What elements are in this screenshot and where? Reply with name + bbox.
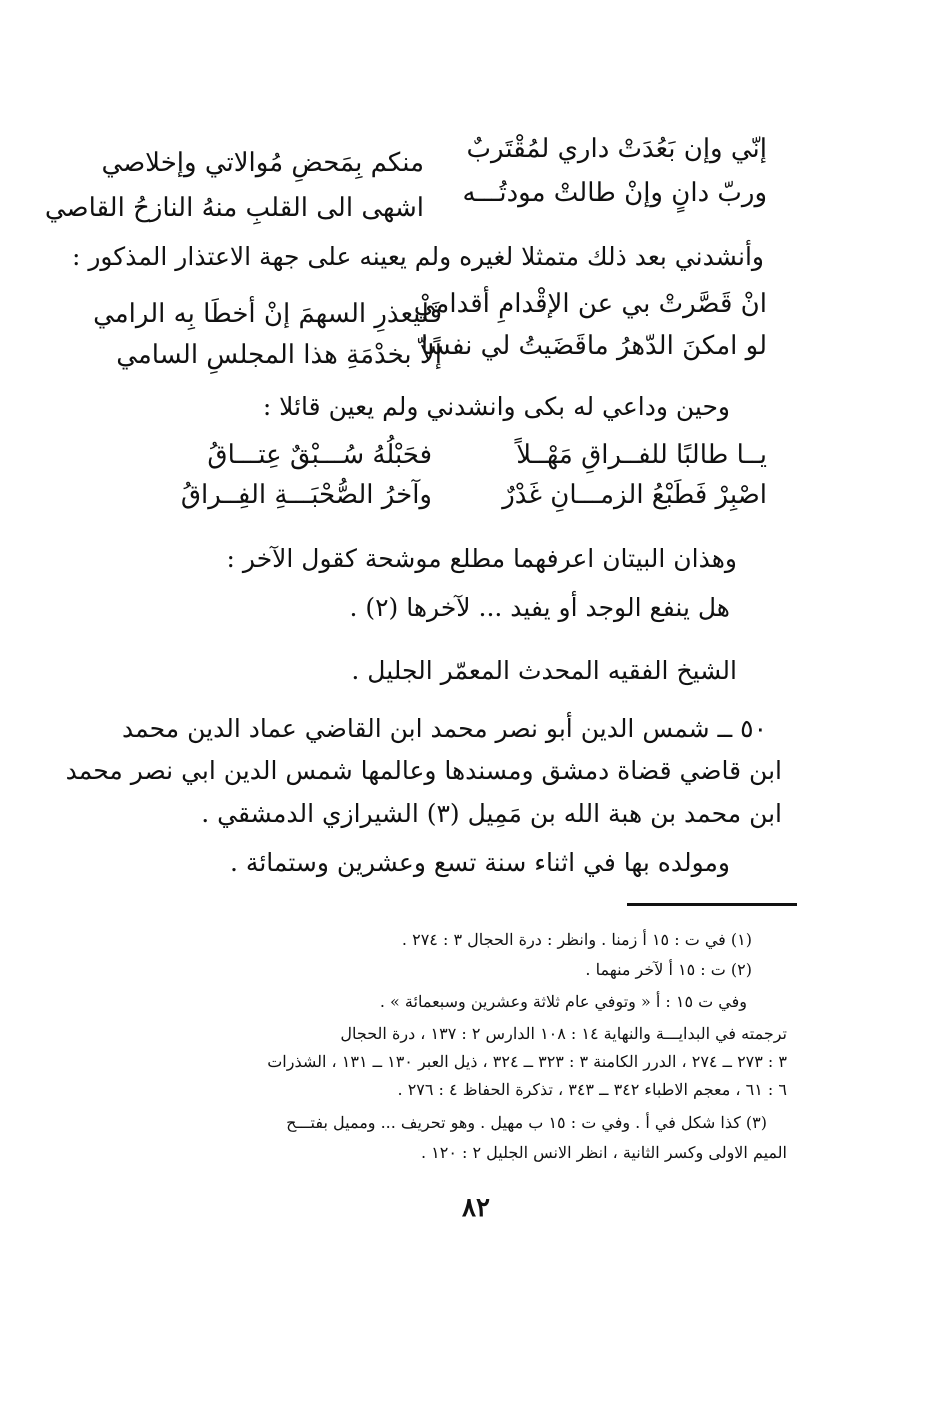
footnote-separator	[627, 903, 797, 906]
footnote-line: ٣ : ٢٧٣ ــ ٢٧٤ ، الدرر الكامنة ٣ : ٣٢٣ ــ ٣٢٤ ، ذيل العبر ١٣٠ ــ ١٣١ ، الشذرات	[267, 1052, 787, 1071]
verse-first-hemistich: انْ قَصَّرتْ بي عن الإقْدامِ أقدامي	[413, 289, 767, 319]
footnote-line: (٣) كذا شكل في أ . وفي ت : ١٥ ب مهيل . وهو تحريف ... ومميل بفتـــح	[286, 1113, 767, 1132]
entry-heading-line: ٥٠ ــ شمس الدين أبو نصر محمد ابن القاضي عماد الدين محمد	[122, 714, 767, 743]
footnote-line: ترجمته في البدايـــة والنهاية ١٤ : ١٠٨ الدارس ٢ : ١٣٧ ، درة الحجال	[340, 1024, 787, 1043]
footnote-line: الميم الاولى وكسر الثانية ، انظر الانس الجليل ٢ : ١٢٠ .	[420, 1143, 787, 1162]
verse-first-hemistich: إنّي وإن بَعُدَتْ داري لمُقْتَربٌ	[466, 134, 767, 164]
paragraph-text: وهذان البيتان اعرفهما مطلع موشحة كقول الآخر :	[226, 544, 737, 573]
paragraph-text: الشيخ الفقيه المحدث المعمّر الجليل .	[351, 656, 737, 685]
verse-first-hemistich: وربّ دانٍ وإنْ طالتْ مودتُـــه	[462, 178, 767, 208]
footnote-line: وفي ت ١٥ : أ « وتوفي عام ثلاثة وعشرين وسبعمائة » .	[379, 992, 747, 1011]
footnote-line: ٦ : ٦١ ، معجم الاطباء ٣٤٢ ــ ٣٤٣ ، تذكرة الحفاظ ٤ : ٢٧٦ .	[397, 1080, 787, 1099]
verse-second-hemistich: فَلْيعذرِ السهمَ إنْ أخطَا بِه الرامي	[93, 299, 442, 329]
verse-second-hemistich: منكم بِمَحضِ مُوالاتي وإخلاصي	[101, 148, 424, 178]
paragraph-text: وحين وداعي له بكى وانشدني ولم يعين قائلا :	[262, 392, 730, 421]
verse-first-hemistich: يــا طالبًا للفــراقِ مَهْــلاً	[516, 440, 767, 470]
footnote-line: (٢) ت : ١٥ أ لآخر منهما .	[585, 960, 752, 979]
verse-second-hemistich: فحَبْلُهُ سُـــبْقٌ عِتـــاقُ	[207, 440, 432, 470]
footnote-line: (١) في ت : ١٥ أ زمنا . وانظر : درة الحجال ٣ : ٢٧٤ .	[401, 930, 752, 949]
verse-second-hemistich: وآخرُ الصُّحْبَـــةِ الفِــراقُ	[180, 480, 432, 510]
paragraph-text: ومولده بها في اثناء سنة تسع وعشرين وستمائة .	[230, 848, 730, 877]
paragraph-text: وأنشدني بعد ذلك متمثلا لغيره ولم يعينه على جهة الاعتذار المذكور :	[71, 242, 764, 271]
entry-text-line: ابن قاضي قضاة دمشق ومسندها وعالمها شمس الدين ابي نصر محمد	[65, 756, 782, 785]
verse-first-hemistich: لو امكنَ الدّهرُ ماقَضَيتُ لي نفسًا	[420, 331, 767, 361]
entry-text-line: ابن محمد بن هبة الله بن مَمِيل (٣) الشيرازي الدمشقي .	[201, 799, 782, 828]
verse-second-hemistich: اشهى الى القلبِ منهُ النازحُ القاصي	[44, 193, 424, 223]
verse-first-hemistich: اصْبِرْ فَطَبْعُ الزمـــانِ غَدْرٌ	[502, 480, 767, 510]
paragraph-text: هل ينفع الوجد أو يفيد ... لآخرها (٢) .	[349, 593, 730, 622]
page-number: ٨٢	[462, 1193, 490, 1223]
verse-second-hemistich: إلاّ بخدْمَةِ هذا المجلسِ السامي	[116, 340, 442, 370]
